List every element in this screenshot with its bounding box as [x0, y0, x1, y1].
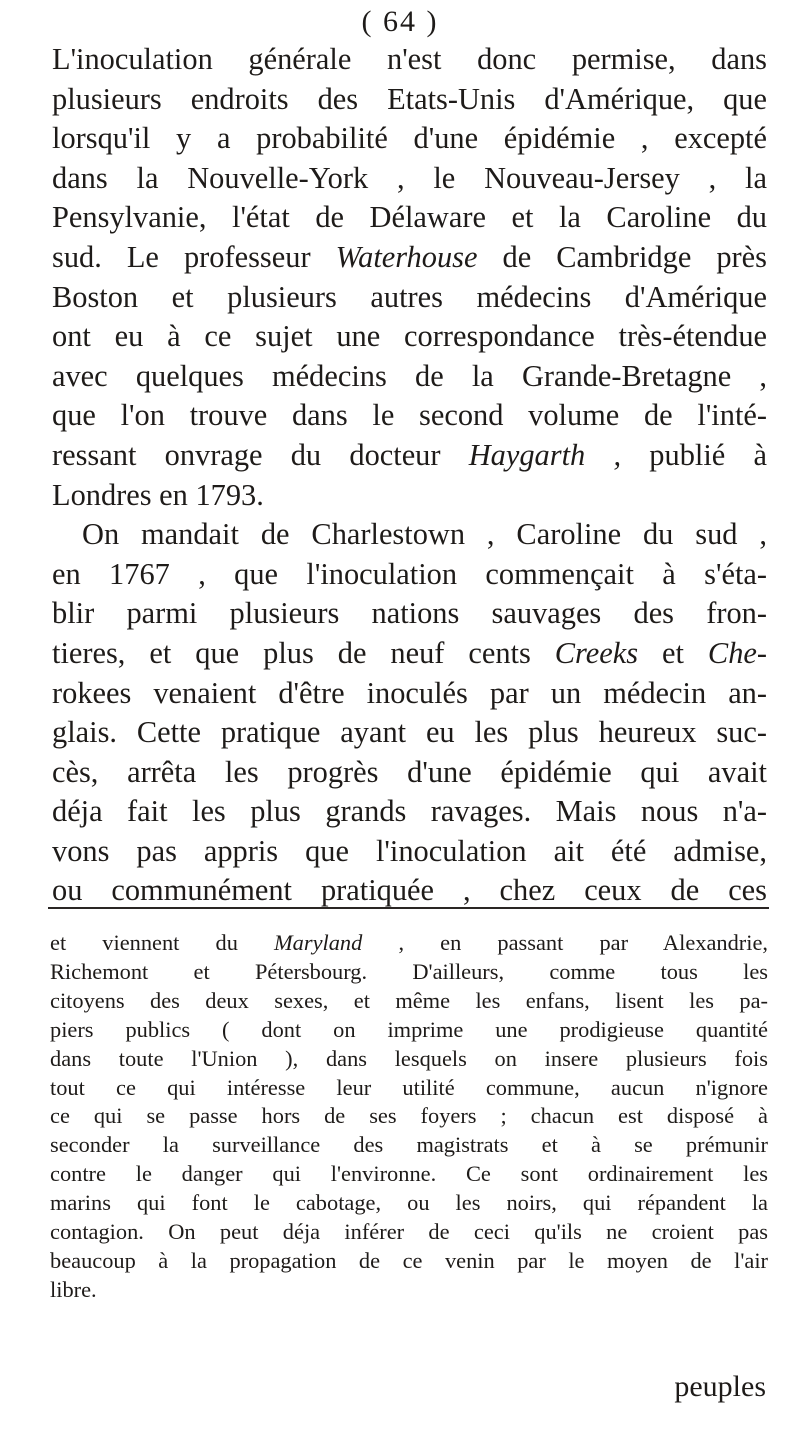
text-line: ont eu à ce sujet une correspondance très-étendue — [52, 319, 767, 354]
text-line — [52, 238, 767, 278]
name-haygarth: Haygarth , — [468, 437, 622, 472]
text-segment: , en passant par Alexandrie, — [362, 930, 768, 955]
footnote-line: seconder la surveillance des magistrats et à se prémunir — [50, 1132, 768, 1158]
text-segment: sud. Le professeur — [52, 239, 336, 274]
footnote-block — [50, 929, 768, 1305]
text-segment: publié à — [621, 437, 767, 472]
text-line: Pensylvanie, l'état de Délaware et la Caroline du — [52, 200, 767, 235]
text-line: cès, arrêta les progrès d'une épidémie qui avait — [52, 754, 767, 789]
footnote-line: Richemont et Pétersbourg. D'ailleurs, comme tous les — [50, 958, 768, 984]
text-segment: ressant onvrage du docteur — [52, 437, 469, 472]
text-segment: de Cambridge près — [477, 239, 767, 274]
text-segment: et viennent du — [50, 930, 275, 955]
text-line: que l'on trouve dans le second volume de l'inté- — [52, 398, 767, 433]
name-maryland: Maryland — [274, 930, 363, 955]
text-line — [52, 634, 767, 674]
text-line: glais. Cette pratique ayant eu les plus heureux suc- — [52, 715, 767, 750]
text-line: Boston et plusieurs autres médecins d'Amérique — [52, 279, 767, 314]
footnote-line: piers publics ( dont on imprime une prodigieuse quantité — [50, 1016, 768, 1042]
text-segment: et — [638, 635, 708, 670]
text-line: On mandait de Charlestown , Caroline du sud , — [82, 517, 767, 552]
text-line: L'inoculation générale n'est donc permise, dans — [52, 42, 767, 76]
text-line: ou communément pratiquée , chez ceux de ces — [52, 873, 767, 908]
name-waterhouse: Waterhouse — [335, 239, 478, 274]
text-line: déja fait les plus grands ravages. Mais nous n'a- — [52, 794, 767, 829]
text-line: blir parmi plusieurs nations sauvages des fron- — [52, 596, 767, 631]
footnote-line: contagion. On peut déja inférer de ceci qu'ils ne croient pas — [50, 1219, 768, 1245]
name-creeks: Creeks — [554, 635, 639, 670]
text-line: rokees venaient d'être inoculés par un médecin an- — [52, 675, 767, 710]
footnote-line: tout ce qui intéresse leur utilité commune, aucun n'ignore — [50, 1074, 768, 1100]
footnote-line — [50, 929, 768, 958]
footnote-line: marins qui font le cabotage, ou les noirs, qui répandent la — [50, 1190, 768, 1216]
text-line: lorsqu'il y a probabilité d'une épidémie , excepté — [52, 121, 767, 156]
text-segment: tieres, et que plus de neuf cents — [52, 635, 555, 670]
name-cherokees: Che- — [707, 635, 767, 670]
text-line: vons pas appris que l'inoculation ait été admise, — [52, 833, 767, 868]
footnote-line: citoyens des deux sexes, et même les enfans, lisent les pa- — [50, 987, 768, 1013]
footnote-line: ce qui se passe hors de ses foyers ; chacun est disposé à — [50, 1103, 768, 1129]
footnote-line: beaucoup à la propagation de ce venin par le moyen de l'air — [50, 1247, 768, 1273]
footnote-line: libre. — [50, 1276, 97, 1302]
text-line: avec quelques médecins de la Grande-Bretagne , — [52, 358, 767, 393]
text-line: dans la Nouvelle-York , le Nouveau-Jersey , la — [52, 160, 767, 195]
text-line: en 1767 , que l'inoculation commençait à s'éta- — [52, 556, 767, 591]
footnote-divider — [48, 907, 769, 909]
text-line — [52, 436, 767, 476]
page-number: ( 64 ) — [361, 5, 439, 38]
main-text-block — [52, 40, 767, 911]
footnote-line: dans toute l'Union ), dans lesquels on insere plusieurs fois — [50, 1045, 768, 1071]
footnote-line: contre le danger qui l'environne. Ce sont ordinairement les — [50, 1161, 768, 1187]
text-line: Londres en 1793. — [52, 477, 264, 512]
text-line: plusieurs endroits des Etats-Unis d'Amérique, que — [52, 81, 767, 116]
catchword: peuples — [674, 1370, 766, 1403]
